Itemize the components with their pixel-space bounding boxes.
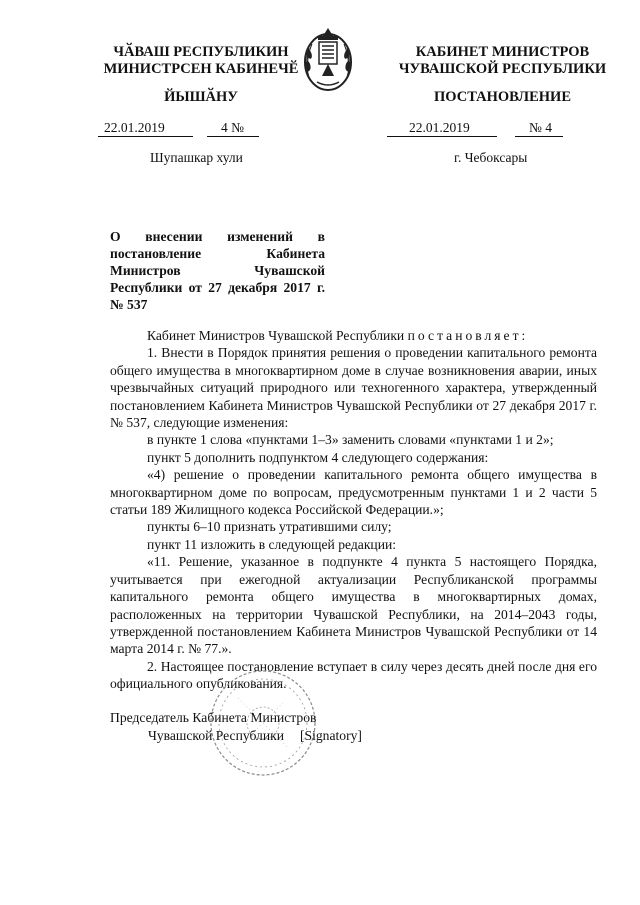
paragraph-8: 2. Настоящее постановление вступает в силу через десять дней после дня его официального опубликования.: [110, 658, 597, 692]
header-right-line2: ЧУВАШСКОЙ РЕСПУБЛИКИ: [398, 61, 607, 77]
header-left-line1: ЧӐВАШ РЕСПУБЛИКИН: [113, 44, 289, 60]
left-city: Шупашкар хули: [150, 150, 243, 165]
intro-decree-word: постановляет:: [407, 328, 529, 343]
intro-paragraph: [110, 327, 597, 344]
paragraph-7: «11. Решение, указанное в подпункте 4 пункта 5 настоящего Порядка, учитывается при ежегодной актуализации Республиканской программы капитального ремонта общего имущества в многоквартирных домах, расположенных на территории Чувашской Республики, на 2014–2043 годы, утвержденной постановлением Кабинета Министров Чувашской Республики от 14 марта 2014 г. № 77.».: [110, 554, 597, 657]
header-left-name: [76, 44, 326, 78]
document-body: [110, 327, 597, 693]
signatory-name: [Signatory]: [300, 728, 362, 743]
header-right-line1: КАБИНЕТ МИНИСТРОВ: [415, 44, 590, 60]
paragraph-5: пункты 6–10 признать утратившими силу;: [147, 519, 392, 535]
header-left-doc-type: ЙЫШӐНУ: [164, 89, 238, 105]
paragraph-6: пункт 11 изложить в следующей редакции:: [147, 536, 397, 552]
document-title: О внесении изменений в постановление Кабинета Министров Чувашской Республики от 27 декабря 2017 г. № 537: [110, 229, 325, 312]
left-date: 22.01.2019: [98, 120, 193, 137]
signature-position-line2: Чувашской Республики: [148, 728, 284, 743]
signature-position-line1: Председатель Кабинета Министров: [110, 710, 317, 725]
header-left-line2: МИНИСТРСЕН КАБИНЕЧӖ: [103, 61, 299, 77]
right-number: № 4: [515, 120, 563, 137]
intro-text: Кабинет Министров Чувашской Республики: [147, 328, 405, 343]
paragraph-2: в пункте 1 слова «пунктами 1–3» заменить словами «пунктами 1 и 2»;: [147, 432, 554, 448]
chuvash-republic-emblem-icon: [300, 22, 356, 94]
right-city: г. Чебоксары: [454, 150, 528, 165]
paragraph-4: «4) решение о проведении капитального ремонта общего имущества в многоквартирном доме по вопросам, предусмотренным пунктами 1 и 2 части 5 статьи 189 Жилищного кодекса Российской Федерации.»;: [110, 467, 597, 518]
header-right-doc-type: ПОСТАНОВЛЕНИЕ: [433, 89, 571, 105]
left-number: 4 №: [207, 120, 259, 137]
paragraph-3: пункт 5 дополнить подпунктом 4 следующего содержания:: [147, 449, 489, 465]
header-right-name: [380, 44, 625, 78]
right-date: 22.01.2019: [387, 120, 497, 137]
paragraph-1: 1. Внести в Порядок принятия решения о проведении капитального ремонта общего имущества в многоквартирном доме в случае возникновения аварии, иных чрезвычайных ситуаций природного или техногенного характера, утвержденный постановлением Кабинета Министров Чувашской Республики от 27 декабря 2017 г. № 537, следующие изменения:: [110, 345, 597, 431]
